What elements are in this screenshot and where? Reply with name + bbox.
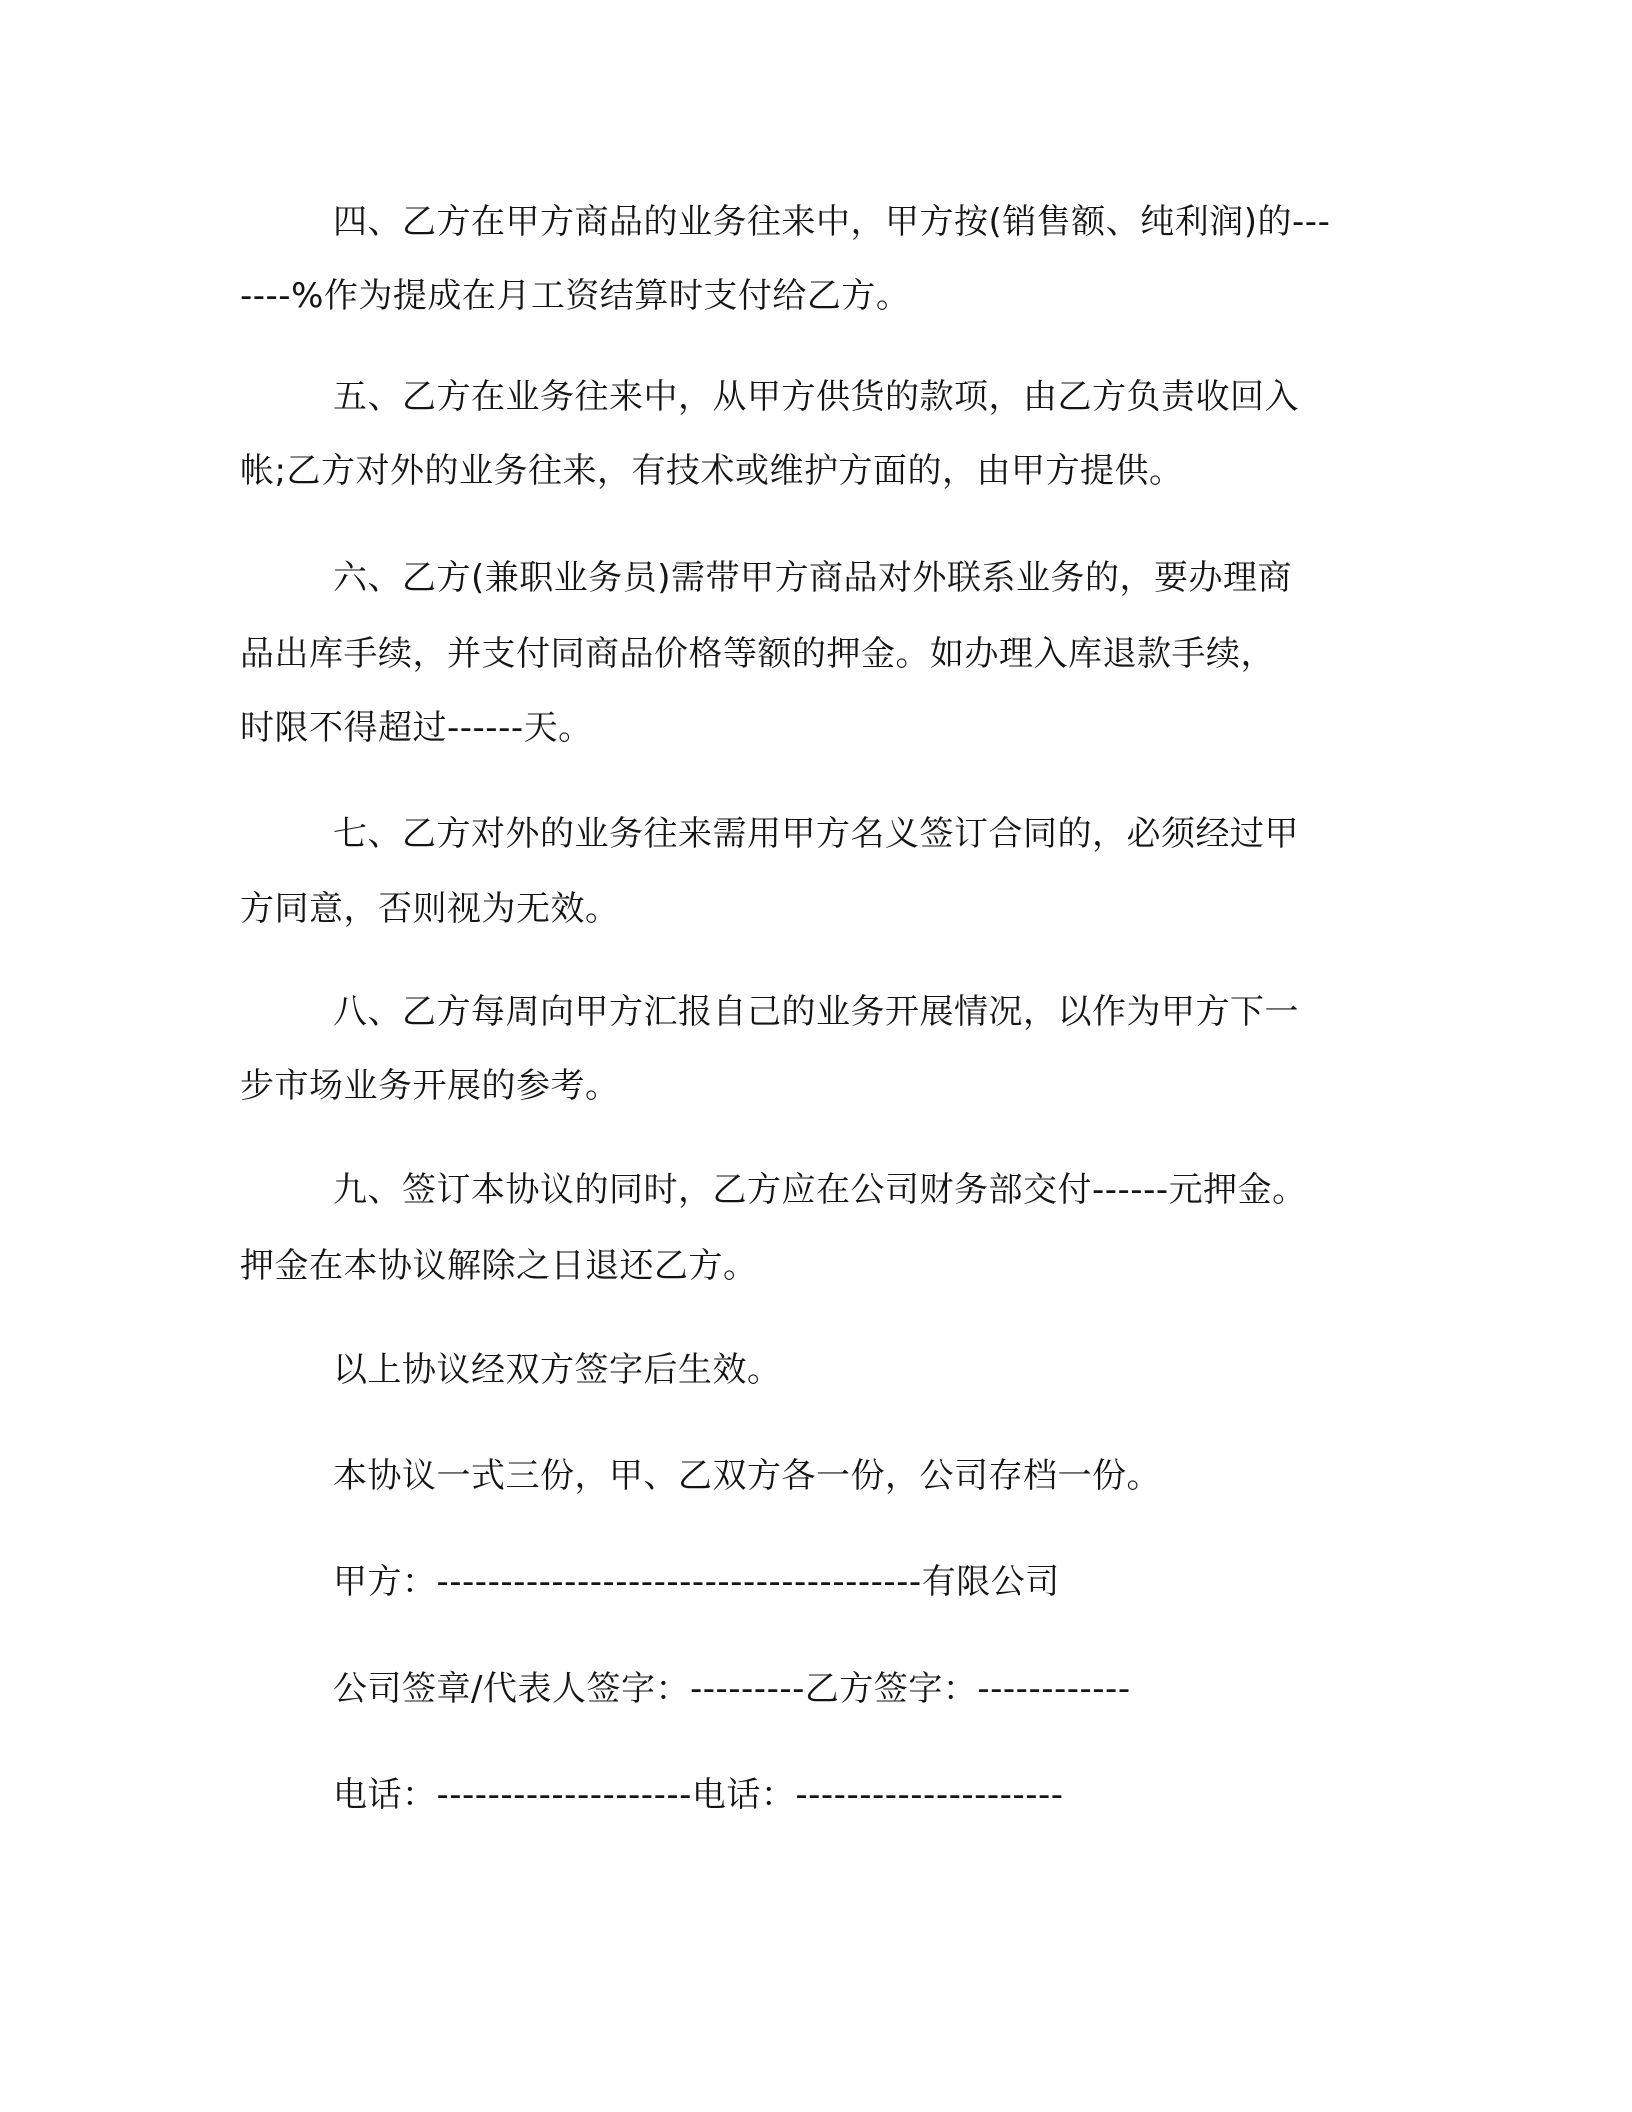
clause-6-line-1: 六、乙方(兼职业务员)需带甲方商品对外联系业务的，要办理商 xyxy=(333,558,1293,598)
clause-9-line-2: 押金在本协议解除之日退还乙方。 xyxy=(240,1246,758,1286)
clause-4-line-1: 四、乙方在甲方商品的业务往来中，甲方按(销售额、纯利润)的--- xyxy=(333,202,1331,242)
copies-statement: 本协议一式三份，甲、乙双方各一份，公司存档一份。 xyxy=(333,1456,1161,1496)
clause-4-line-2: ----%作为提成在月工资结算时支付给乙方。 xyxy=(240,276,911,316)
clause-9-line-1: 九、签订本协议的同时，乙方应在公司财务部交付------元押金。 xyxy=(333,1170,1307,1210)
party-a-company-line: 甲方：--------------------------------------有限公司 xyxy=(333,1562,1060,1602)
signature-line: 公司签章/代表人签字：---------乙方签字：------------ xyxy=(333,1669,1131,1709)
effective-statement: 以上协议经双方签字后生效。 xyxy=(333,1350,782,1390)
clause-8-line-1: 八、乙方每周向甲方汇报自己的业务开展情况，以作为甲方下一 xyxy=(333,992,1299,1032)
clause-5-line-1: 五、乙方在业务往来中，从甲方供货的款项，由乙方负责收回入 xyxy=(333,377,1299,417)
phone-line: 电话：--------------------电话：--------------------- xyxy=(333,1775,1064,1815)
clause-7-line-1: 七、乙方对外的业务往来需用甲方名义签订合同的，必须经过甲 xyxy=(333,814,1299,854)
clause-7-line-2: 方同意，否则视为无效。 xyxy=(240,889,620,929)
clause-8-line-2: 步市场业务开展的参考。 xyxy=(240,1066,620,1106)
clause-6-line-3: 时限不得超过------天。 xyxy=(240,708,593,748)
clause-5-line-2: 帐;乙方对外的业务往来，有技术或维护方面的，由甲方提供。 xyxy=(240,451,1184,491)
clause-6-line-2: 品出库手续，并支付同商品价格等额的押金。如办理入库退款手续， xyxy=(240,634,1275,674)
